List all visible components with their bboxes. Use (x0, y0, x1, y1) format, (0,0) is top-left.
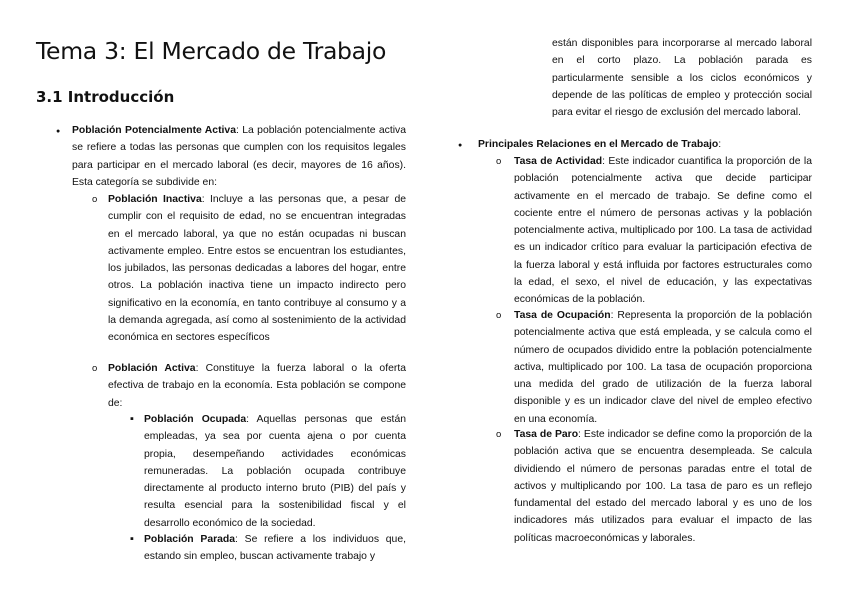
bullet-circle-icon (92, 360, 97, 377)
text-pea: : La población potencialmente activa se refiere a todas las personas que cumplen con los requisitos legales para participar en el mercado laboral (es decir, mayores de 16 años). Esta categoría se subdivide en: (72, 125, 406, 188)
bullet-disc-icon (56, 122, 60, 140)
text-parada: : Se refiere a los individuos que, estando sin empleo, buscan activamente trabajo y (144, 534, 406, 563)
list-item-tasa-ocupacion (514, 307, 812, 428)
bullet-disc-icon (458, 136, 462, 154)
list-item-inactiva (108, 191, 406, 347)
page-title: Tema 3: El Mercado de Trabajo (36, 37, 387, 65)
parada-continuation: están disponibles para incorporarse al mercado laboral en el corto plazo. La población parada es particularmente sensible a los ciclos económicos y depende de las políticas de empleo y protección social para evitar el riesgo de exclusión del mercado laboral. (552, 38, 812, 119)
list-item-tasa-actividad (514, 153, 812, 309)
text-inactiva: : Incluye a las personas que, a pesar de cumplir con el requisito de edad, no se encuentran integradas en el mercado laboral, ya que no están ocupadas ni buscan activamente empleo. Entre estos se encuentran los estudiantes, los jubilados, las personas dedicadas a labores del hogar, entre otros. La población inactiva tiene un impacto indirecto pero significativo en la economía, en tanto contribuye al consumo y a la demanda agregada, así como al sostenimiento de la actividad económica en sectores específicos (108, 194, 406, 344)
list-item-parada (144, 531, 406, 566)
text-relaciones: : (718, 139, 722, 150)
list-item-ocupada (144, 411, 406, 532)
bullet-circle-icon (496, 153, 501, 170)
list-item-tasa-paro (514, 426, 812, 547)
bullet-square-icon (130, 531, 134, 548)
term-tasa-paro: Tasa de Paro (514, 429, 579, 440)
term-tasa-actividad: Tasa de Actividad (514, 156, 603, 167)
text-ocupada: : Aquellas personas que están empleadas, ya sea por cuenta ajena o por cuenta propia, desempeñando actividades económicas remuneradas. La población ocupada contribuye directamente al producto interno bruto (PIB) del país y resulta esencial para la sostenibilidad fiscal y el desarrollo económico de la sociedad. (144, 414, 406, 529)
term-ocupada: Población Ocupada (144, 414, 247, 425)
term-pea: Población Potencialmente Activa (72, 125, 236, 136)
text-tasa-actividad: : Este indicador cuantifica la proporción de la población potencialmente activa que decide participar activamente en el mercado de trabajo. Se define como el cociente entre el número de personas activas y la población potencialmente activa, multiplicado por 100. La tasa de actividad es un indicador crítico para evaluar la participación efectiva de la fuerza laboral y está influida por factores estructurales como la edad, el sexo, el nivel de educación, y las expectativas económicas de la población. (514, 156, 812, 306)
list-item-activa (108, 360, 406, 412)
section-heading: 3.1 Introducción (36, 88, 175, 106)
bullet-circle-icon (496, 426, 501, 443)
bullet-circle-icon (92, 191, 97, 208)
term-tasa-ocupacion: Tasa de Ocupación (514, 310, 611, 321)
bullet-circle-icon (496, 307, 501, 324)
term-activa: Población Activa (108, 363, 196, 374)
list-item-pea (72, 122, 406, 191)
term-parada: Población Parada (144, 534, 236, 545)
text-activa: : Constituye la fuerza laboral o la oferta efectiva de trabajo en la economía. Esta población se compone de: (108, 363, 406, 409)
term-relaciones: Principales Relaciones en el Mercado de Trabajo (478, 139, 719, 150)
term-inactiva: Población Inactiva (108, 194, 202, 205)
list-item-relaciones (478, 136, 812, 153)
bullet-square-icon (130, 411, 134, 428)
text-tasa-ocupacion: : Representa la proporción de la población potencialmente activa que está empleada, y se calcula como el número de ocupados dividido entre la población potencialmente activa, multiplicado por 100. La tasa de ocupación proporciona una medida del grado de utilización de la fuerza laboral disponible y es un indicador clave del nivel de empleo efectivo en una economía. (514, 310, 812, 425)
text-tasa-paro: : Este indicador se define como la proporción de la población activa que se encuentra desempleada. Se calcula dividiendo el número de personas paradas entre el total de activos y multiplicando por 100. La tasa de paro es un reflejo fundamental del estado del mercado laboral y es uno de los indicadores más utilizados para evaluar el impacto de las políticas macroeconómicas y laborales. (514, 429, 812, 544)
